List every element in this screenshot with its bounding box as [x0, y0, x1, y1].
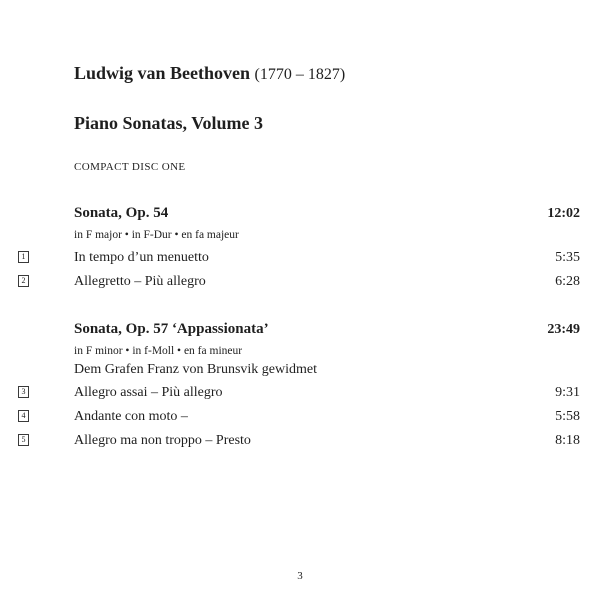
track-duration: 5:58	[555, 409, 580, 424]
composer-name: Ludwig van Beethoven	[74, 63, 251, 83]
track-duration: 8:18	[555, 433, 580, 448]
track-title: Allegro ma non troppo – Presto	[74, 433, 251, 448]
track-title: Andante con moto –	[74, 409, 188, 424]
track-number-box: 2	[18, 275, 29, 287]
track-row	[74, 409, 580, 425]
work-total-duration: 23:49	[547, 322, 580, 337]
track-row	[74, 274, 580, 290]
track-duration: 9:31	[555, 385, 580, 400]
work-heading	[74, 321, 580, 338]
track-title: In tempo d’un menuetto	[74, 250, 209, 265]
work-title: Sonata, Op. 57 ‘Appassionata’	[74, 321, 269, 337]
track-row	[74, 433, 580, 449]
work-title: Sonata, Op. 54	[74, 205, 169, 221]
volume-title: Piano Sonatas, Volume 3	[74, 113, 264, 133]
composer-heading	[74, 63, 345, 84]
work-dedication: Dem Grafen Franz von Brunsvik gewidmet	[74, 362, 317, 377]
work-total-duration: 12:02	[547, 206, 580, 221]
work-heading	[74, 205, 580, 222]
composer-dates: (1770 – 1827)	[254, 66, 346, 83]
track-number-box: 5	[18, 434, 29, 446]
page-number: 3	[297, 570, 303, 582]
track-number-box: 3	[18, 386, 29, 398]
track-title: Allegretto – Più allegro	[74, 274, 206, 289]
work-key: in F minor • in f-Moll • en fa mineur	[74, 345, 243, 357]
disc-label: COMPACT DISC ONE	[74, 161, 186, 173]
track-duration: 5:35	[555, 250, 580, 265]
track-number-box: 4	[18, 410, 29, 422]
track-duration: 6:28	[555, 274, 580, 289]
track-row	[74, 385, 580, 401]
track-title: Allegro assai – Più allegro	[74, 385, 223, 400]
track-number-box: 1	[18, 251, 29, 263]
work-key: in F major • in F-Dur • en fa majeur	[74, 229, 239, 241]
track-row	[74, 250, 580, 266]
